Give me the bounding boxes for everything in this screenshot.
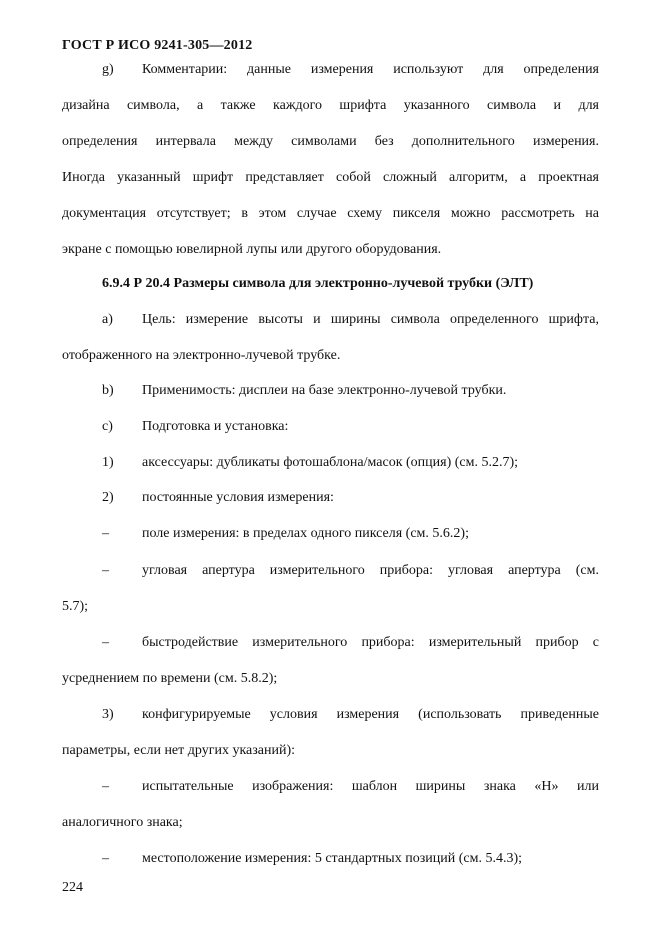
dash-speed-line-2: усреднением по времени (см. 5.8.2);	[62, 671, 278, 686]
dash-speed-line-1: быстродействие измерительного прибора: измерительный прибор с	[142, 635, 599, 650]
dash-field-text: поле измерения: в пределах одного пикселя (см. 5.6.2);	[142, 526, 469, 541]
item-marker-g: g)	[102, 62, 114, 77]
paragraph-g-line-6: экране с помощью ювелирной лупы или другого оборудования.	[62, 242, 442, 257]
item-marker-b: b)	[102, 383, 114, 398]
item-2-text: постоянные условия измерения:	[142, 490, 334, 505]
item-b-text: Применимость: дисплеи на базе электронно-лучевой трубки.	[142, 383, 507, 398]
dash-aperture-line-1: угловая апертура измерительного прибора: угловая апертура (см.	[142, 563, 599, 578]
item-1-text: аксессуары: дубликаты фотошаблона/масок (опция) (см. 5.2.7);	[142, 455, 519, 470]
dash-marker: –	[102, 851, 109, 866]
item-a-line-2: отображенного на электронно-лучевой трубке.	[62, 348, 341, 363]
dash-marker: –	[102, 779, 109, 794]
paragraph-g-line-5: документация отсутствует; в этом случае схему пикселя можно рассмотреть на	[62, 206, 599, 221]
dash-location-text: местоположение измерения: 5 стандартных позиций (см. 5.4.3);	[142, 851, 522, 866]
item-a-line-1: Цель: измерение высоты и ширины символа определенного шрифта,	[142, 312, 599, 327]
item-marker-1: 1)	[102, 455, 114, 470]
dash-images-line-2: аналогичного знака;	[62, 815, 183, 830]
item-marker-a: a)	[102, 312, 113, 327]
dash-aperture-line-2: 5.7);	[62, 599, 89, 614]
paragraph-g-line-2: дизайна символа, а также каждого шрифта указанного символа и для	[62, 98, 599, 113]
item-marker-c: c)	[102, 419, 113, 434]
dash-marker: –	[102, 526, 109, 541]
page-number: 224	[62, 880, 83, 895]
paragraph-g-line-1: Комментарии: данные измерения используют для определения	[142, 62, 599, 77]
dash-images-line-1: испытательные изображения: шаблон ширины знака «Н» или	[142, 779, 599, 794]
dash-marker: –	[102, 563, 109, 578]
item-marker-2: 2)	[102, 490, 114, 505]
document-header: ГОСТ Р ИСО 9241-305—2012	[62, 38, 253, 53]
dash-marker: –	[102, 635, 109, 650]
item-3-line-1: конфигурируемые условия измерения (использовать приведенные	[142, 707, 599, 722]
section-heading: 6.9.4 Р 20.4 Размеры символа для электронно-лучевой трубки (ЭЛТ)	[102, 276, 534, 291]
item-c-text: Подготовка и установка:	[142, 419, 289, 434]
item-marker-3: 3)	[102, 707, 114, 722]
paragraph-g-line-3: определения интервала между символами без дополнительного измерения.	[62, 134, 599, 149]
item-3-line-2: параметры, если нет других указаний):	[62, 743, 296, 758]
paragraph-g-line-4: Иногда указанный шрифт представляет собой сложный алгоритм, а проектная	[62, 170, 599, 185]
